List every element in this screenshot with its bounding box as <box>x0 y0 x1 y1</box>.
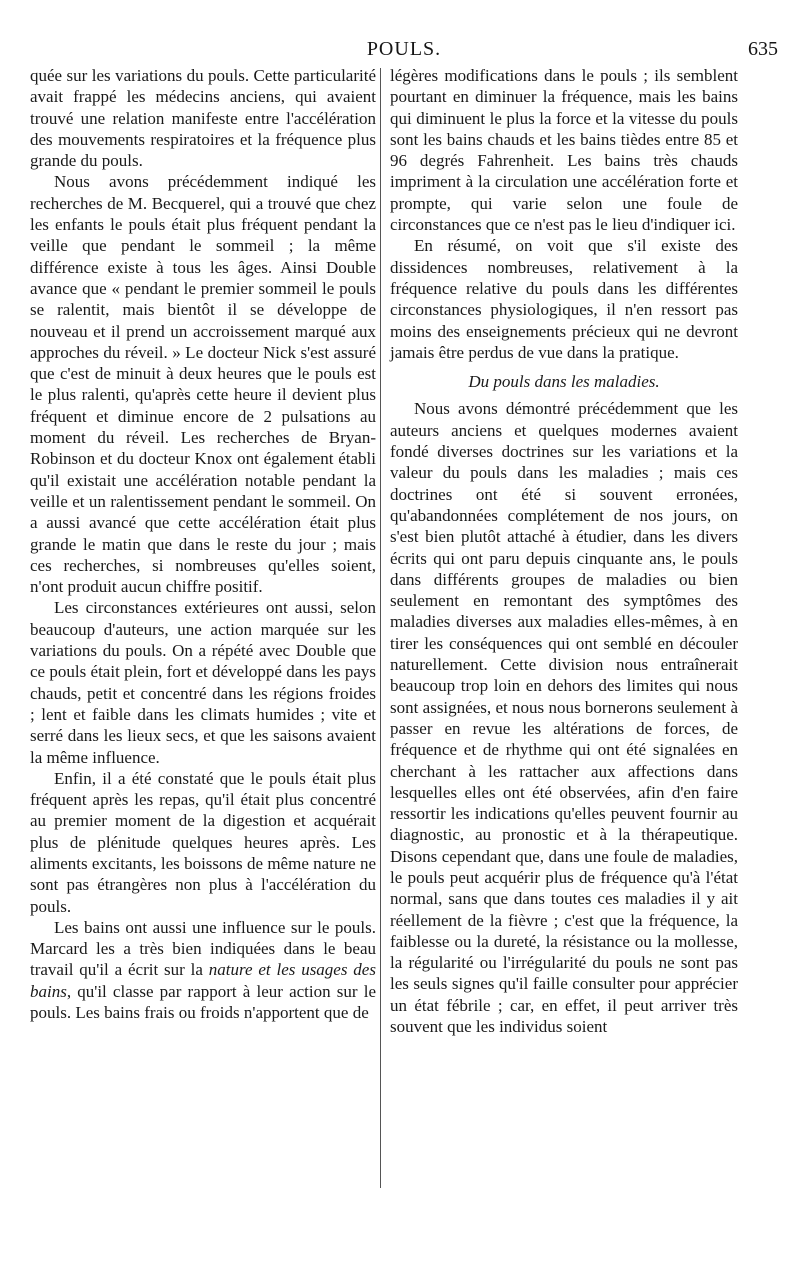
running-title: POULS. <box>366 38 442 60</box>
paragraph-meals: Enfin, il a été constaté que le pouls était plus fréquent après les repas, qu'il était plus concentré au premier moment de la digestion et acquérait plus de plénitude quelques heures après. Les aliments excitants, les boissons de même nature ne sont pas étrangères non plus à l'accélération du pouls. <box>30 768 376 916</box>
paragraph-respiration: quée sur les variations du pouls. Cette particularité avait frappé les médecins anciens, qui avaient trouvé une relation manifeste entre l'accélération des mouvements respiratoires et la fréquence plus grande du pouls. <box>30 66 376 171</box>
baths-book-title: nature et les usages des bains <box>30 960 376 1001</box>
paragraph-sleep: Nous avons précédemment indiqué les recherches de M. Becquerel, qui a trouvé que chez les enfants le pouls était plus fréquent pendant la veille que pendant le sommeil ; la même différence existe à tous les âges. Ainsi Double avance que « pendant le premier sommeil le pouls se ralentit, mais bientôt il se développe de nouveau et il prend un accroissement marqué aux approches du réveil. » Le docteur Nick s'est assuré que c'est de minuit à deux heures que le pouls est le plus ralenti, qu'après cette heure il devient plus fréquent et diminue encore de 2 pulsations au moment du réveil. Les recherches de Bryan-Robinson et du docteur Knox ont également établi qu'il existait une accélération notable pendant la veille et un ralentissement pendant le sommeil. On a aussi avancé que cette accélération était plus grande le matin que dans le reste du jour ; mais ces recherches, si nombreuses qu'elles soient, n'ont produit aucun chiffre positif. <box>30 172 376 597</box>
left-column <box>30 65 376 1023</box>
baths-text-start: Les bains ont aussi une influence sur le pouls. Marcard les a très bien indiquées dans le beau travail qu'il a écrit sur la <box>30 917 376 980</box>
column-divider <box>380 68 381 1188</box>
paragraph-climate: Les circonstances extérieures ont aussi, selon beaucoup d'auteurs, une action marquée sur les variations du pouls. On a répété avec Double que ce pouls était plein, fort et développé dans les pays chauds, petit et concentré dans les régions froides ; lent et faible dans les climats humides ; vite et serré dans les lieux secs, et que les saisons avaient la même influence. <box>30 598 376 767</box>
baths-text-end: , qu'il classe par rapport à leur action sur le pouls. Les bains frais ou froids n'apportent que de <box>30 981 376 1023</box>
right-column <box>390 65 738 1037</box>
paragraph-summary: En résumé, on voit que s'il existe des dissidences nombreuses, relativement à la fréquence relative du pouls dans les différentes circonstances physiologiques, il n'en ressort pas moins des enseignements précieux qui ne devront jamais être perdus de vue dans la pratique. <box>390 236 738 362</box>
section-subheading: Du pouls dans les maladies. <box>468 372 660 392</box>
paragraph-baths <box>30 917 376 1023</box>
page-number: 635 <box>748 38 778 60</box>
paragraph-diseases: Nous avons démontré précédemment que les auteurs anciens et quelques modernes avaient fondé diverses doctrines sur les variations et la valeur du pouls dans les maladies ; mais ces doctrines ont été si souvent erronées, qu'abandonnées complétement de nos jours, on s'est bien plutôt attaché à étudier, dans les divers écrits qui ont paru depuis cinquante ans, le pouls dans différents groupes de maladies ou bien seulement en remontant des symptômes des maladies diverses aux maladies elles-mêmes, à en tirer les conséquences qui ont semblé en découler naturellement. Cette division nous entraînerait beaucoup trop loin en dehors des limites qui nous sont assignées, et nous nous bornerons seulement à passer en revue les altérations de forces, de fréquence et de rhythme qui ont été signalées en cherchant à les rattacher aux affections dans lesquelles elles ont été observées, afin d'en faire ressortir les indications qu'elles peuvent fournir au diagnostic, au pronostic et à la thérapeutique. Disons cependant que, dans une foule de maladies, le pouls peut acquérir plus de fréquence qu'à l'état normal, sans que dans toutes ces maladies il y ait réellement de la fièvre ; c'est que la fréquence, la faiblesse ou la dureté, la résistance ou la mollesse, la régularité ou l'irrégularité du pouls ne sont pas les seuls signes qu'il faille consulter pour apprécier un état fébrile ; car, en effet, il peut arriver très souvent que les individus soient <box>390 399 738 1037</box>
paragraph-baths-continued: légères modifications dans le pouls ; ils semblent pourtant en diminuer la fréquence, mais les bains qui diminuent le plus la force et la vitesse du pouls sont les bains chauds et les bains tièdes entre 85 et 96 degrés Fahrenheit. Les bains très chauds impriment à la circulation une accélération forte et prompte, qui varie selon une foule de circonstances que ce n'est pas le lieu d'indiquer ici. <box>390 66 738 235</box>
page-header <box>30 38 778 68</box>
